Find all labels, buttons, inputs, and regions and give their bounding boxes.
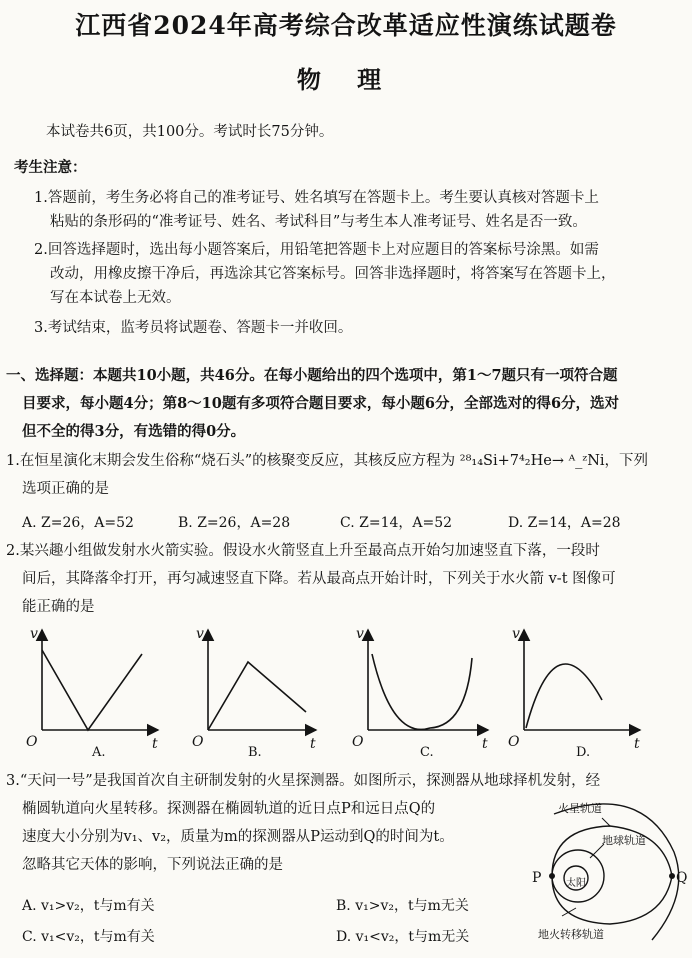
graph-a-origin: O <box>26 734 38 750</box>
notice-2b: 改动，用橡皮擦干净后，再选涂其它答案标号。回答非选择题时，将答案写在答题卡上， <box>50 266 616 282</box>
earth-orbit-label: 地球轨道 <box>602 834 646 847</box>
q3-option-c: C. v₁<v₂，t与m有关 <box>22 929 155 945</box>
graph-a-t-label: t <box>152 736 158 752</box>
graph-d-caption: D. <box>576 745 591 760</box>
section1-line1: 一、选择题：本题共10小题，共46分。在每小题给出的四个选项中，第1～7题只有一项符合题 <box>6 367 618 384</box>
graph-d <box>524 630 640 730</box>
q3-line1: 3.“天问一号”是我国首次自主研制发射的火星探测器。如图所示，探测器从地球择机发射，经 <box>6 773 601 789</box>
graph-b-caption: B. <box>248 745 262 760</box>
exam-info: 本试卷共6页，共100分。考试时长75分钟。 <box>46 124 334 140</box>
point-q-label: Q <box>676 870 688 886</box>
graph-b-origin: O <box>192 734 204 750</box>
sun-label: 太阳 <box>566 878 586 889</box>
graph-c-v-label: v <box>356 626 364 642</box>
q1-line1: 1.在恒星演化末期会发生俗称“烧石头”的核聚变反应，其核反应方程为 ²⁸₁₄Si+7⁴₂He→ ᴬ_ᶻNi，下列 <box>6 453 649 469</box>
graph-d-t-label: t <box>634 736 640 752</box>
notice-2c: 写在本试卷上无效。 <box>50 290 181 306</box>
point-q <box>669 873 675 879</box>
graph-d-v-label: v <box>512 626 520 642</box>
graph-d-origin: O <box>508 734 520 750</box>
q1-option-d: D. Z=14，A=28 <box>508 515 621 531</box>
notice-1b: 粘贴的条形码的“准考证号、姓名、考试科目”与考生本人准考证号、姓名是否一致。 <box>50 214 587 230</box>
q2-line1: 2.某兴趣小组做发射水火箭实验。假设水火箭竖直上升至最高点开始匀加速竖直下落，一段时 <box>6 543 600 559</box>
transfer-orbit-label: 地火转移轨道 <box>538 928 604 941</box>
notice-heading: 考生注意： <box>14 159 87 176</box>
graph-a-caption: A. <box>92 745 106 760</box>
graph-b <box>208 630 316 730</box>
q1-line2: 选项正确的是 <box>22 481 109 497</box>
notice-2a: 2.回答选择题时，选出每小题答案后，用铅笔把答题卡上对应题目的答案标号涂黑。如需 <box>34 242 599 258</box>
point-p-label: P <box>532 870 542 886</box>
vt-graphs <box>0 622 692 772</box>
q1-option-a: A. Z=26，A=52 <box>22 515 134 531</box>
orbit-diagram <box>524 792 692 954</box>
notice-1a: 1.答题前，考生务必将自己的准考证号、姓名填写在答题卡上。考生要认真核对答题卡上 <box>34 190 599 206</box>
q3-line2: 椭圆轨道向火星转移。探测器在椭圆轨道的近日点P和远日点Q的 <box>22 801 436 817</box>
graph-b-t-label: t <box>310 736 316 752</box>
q1-option-b: B. Z=26，A=28 <box>178 515 291 531</box>
q3-option-a: A. v₁>v₂，t与m有关 <box>22 898 155 914</box>
point-p <box>549 873 555 879</box>
q3-line4: 忽略其它天体的影响，下列说法正确的是 <box>22 857 283 873</box>
graph-a-v-label: v <box>30 626 38 642</box>
graph-c-origin: O <box>352 734 364 750</box>
q1-option-c: C. Z=14，A=52 <box>340 515 453 531</box>
section1-line3: 但不全的得3分，有选错的得0分。 <box>22 423 246 440</box>
notice-3: 3.考试结束，监考员将试题卷、答题卡一并收回。 <box>34 320 353 336</box>
q2-line3: 能正确的是 <box>22 599 95 615</box>
q2-line2: 间后，其降落伞打开，再匀减速竖直下降。若从最高点开始计时，下列关于水火箭 v-t 图像可 <box>22 571 616 587</box>
graph-c <box>368 630 488 730</box>
q3-line3: 速度大小分别为v₁、v₂，质量为m的探测器从P运动到Q的时间为t。 <box>22 829 454 845</box>
exam-title: 江西省2024年高考综合改革适应性演练试题卷 <box>75 11 617 40</box>
q3-option-d: D. v₁<v₂，t与m无关 <box>336 929 470 945</box>
graph-c-caption: C. <box>420 745 434 760</box>
graph-a <box>42 630 158 730</box>
section1-line2: 目要求，每小题4分；第8～10题有多项符合题目要求，每小题6分，全部选对的得6分，选对 <box>22 395 620 412</box>
mars-orbit-label: 火星轨道 <box>558 802 602 815</box>
graph-b-v-label: v <box>196 626 204 642</box>
graph-c-t-label: t <box>482 736 488 752</box>
q3-option-b: B. v₁>v₂，t与m无关 <box>336 898 469 914</box>
subject-title: 物 理 <box>296 65 396 94</box>
